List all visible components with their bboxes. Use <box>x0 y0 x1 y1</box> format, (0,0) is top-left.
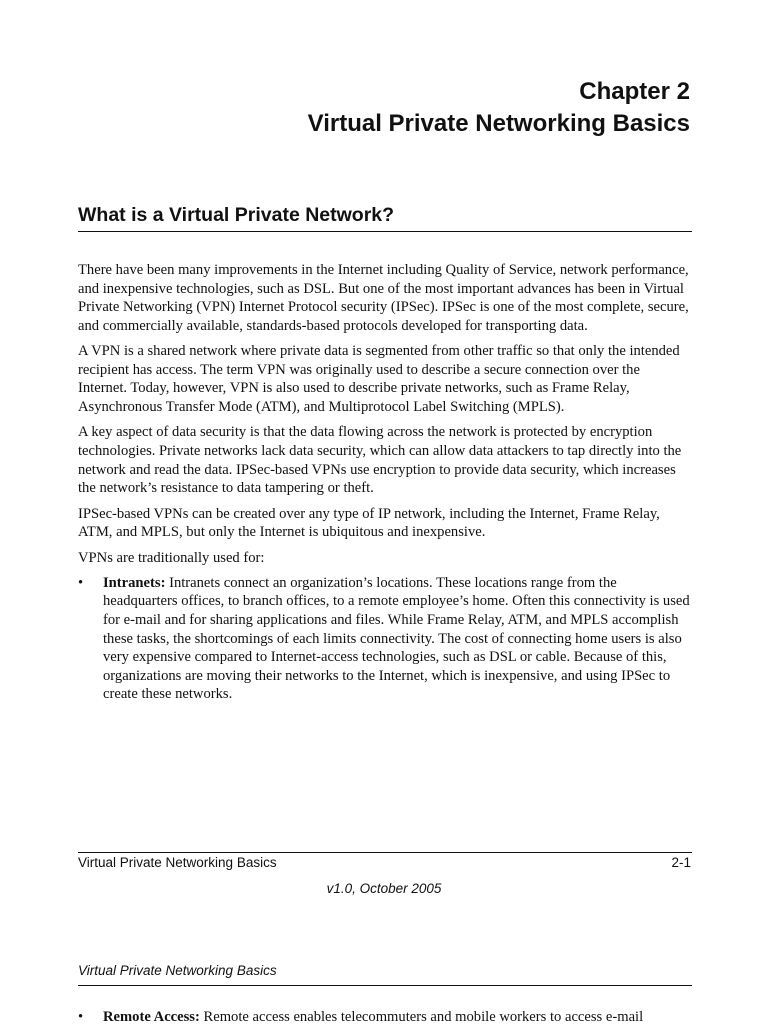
bullet-term: Intranets: <box>103 574 166 591</box>
paragraph: IPSec-based VPNs can be created over any type of IP network, including the Internet, Frame Relay, ATM, and MPLS, but only the Internet is ubiquitous and inexpensive. <box>78 505 660 541</box>
chapter-header <box>308 76 690 140</box>
section-heading: What is a Virtual Private Network? <box>78 202 692 232</box>
paragraph: There have been many improvements in the Internet including Quality of Service, network performance, and inexpensive technologies, such as DSL. But one of the most important advances has been in Virtual Private Networking (VPN) Internet Protocol security (IPSec). IPSec is one of the most complete, secure, and commercially available, standards-based protocols developed for transporting data. <box>78 262 689 334</box>
footer-title: Virtual Private Networking Basics <box>78 855 277 870</box>
bullet-item-intranets <box>78 574 692 704</box>
bullet-text: Intranets connect an organization’s locations. These locations range from the headquarters offices, to branch offices, to a remote employee’s home. Often this connectivity is used for e-mail and for sharing applications and files. While Frame Relay, ATM, and MPLS accomplish these tasks, the shortcomings of each limits connectivity. The cost of connecting home users is also very expensive compared to Internet-access technologies, such as DSL or cable. Because of this, organizations are moving their networks to the Internet, which is inexpensive, and using IPSec to create these networks. <box>103 574 690 703</box>
next-page-header: Virtual Private Networking Basics <box>78 963 277 978</box>
version-line: v1.0, October 2005 <box>326 881 442 896</box>
next-page-header-divider <box>78 985 692 986</box>
bullet-term: Remote Access: <box>103 1009 200 1025</box>
footer-divider <box>78 852 692 853</box>
body-text <box>78 261 692 704</box>
bullet-marker: • <box>78 574 84 591</box>
footer-page-number: 2-1 <box>671 855 691 870</box>
paragraph: VPNs are traditionally used for: <box>78 549 265 566</box>
bullet-text: Remote access enables telecommuters and mobile workers to access e-mail <box>199 1009 644 1025</box>
paragraph: A key aspect of data security is that the data flowing across the network is protected by encryption technologies. Private networks lack data security, which can allow data attackers to tap directly into the network and read the data. IPSec-based VPNs use encryption to provide data security, which increases the network’s resistance to data tampering or theft. <box>78 424 682 497</box>
paragraph: A VPN is a shared network where private data is segmented from other traffic so that only the intended recipient has access. The term VPN was originally used to describe a secure connection over the Internet. Today, however, VPN is also used to describe private networks, such as Frame Relay, Asynchronous Transfer Mode (ATM), and Multiprotocol Label Switching (MPLS). <box>78 343 680 415</box>
chapter-number: Chapter 2 <box>579 78 690 105</box>
bullet-marker: • <box>78 1009 84 1025</box>
chapter-title: Virtual Private Networking Basics <box>307 110 690 137</box>
